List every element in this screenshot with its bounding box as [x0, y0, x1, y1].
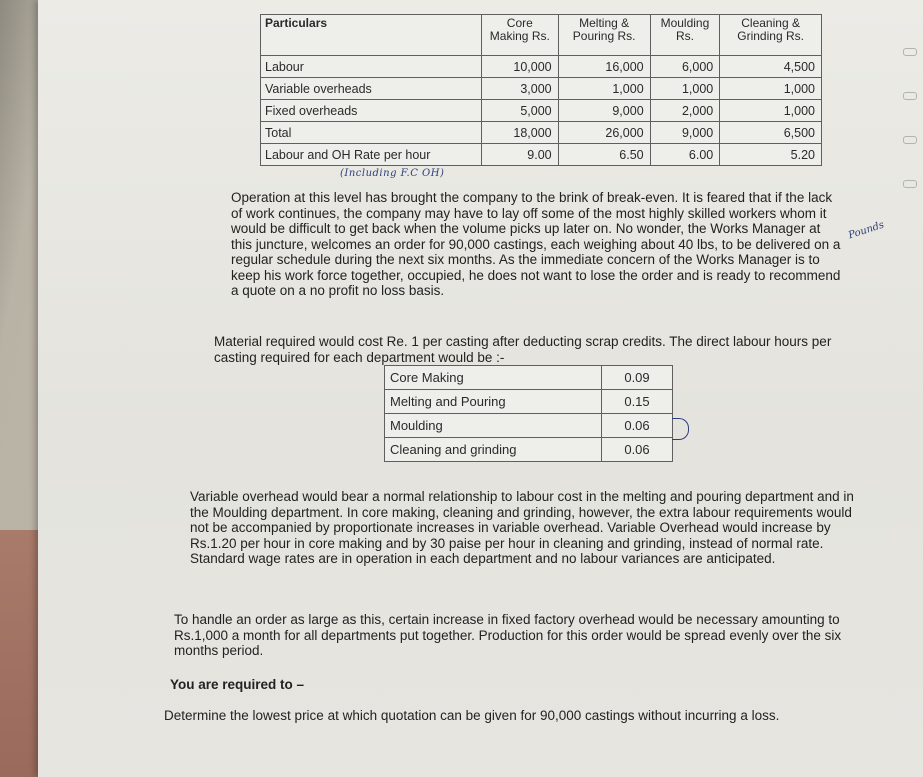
cell-value: 4,500 — [720, 56, 822, 78]
required-heading: You are required to – — [170, 677, 305, 692]
cell-value: 6.00 — [650, 144, 720, 166]
header-cleaning-grinding: Cleaning & Grinding Rs. — [720, 15, 822, 56]
cell-value: 1,000 — [720, 78, 822, 100]
cell-value: 9,000 — [650, 122, 720, 144]
table-row — [385, 390, 673, 414]
requirement-text: Determine the lowest price at which quotation can be given for 90,000 castings without incurring a loss. — [164, 708, 780, 723]
cell-value: 3,000 — [482, 78, 559, 100]
paragraph-material: Material required would cost Re. 1 per casting after deducting scrap credits. The direct labour hours per casting required for each department would be :- — [214, 334, 832, 365]
table-row — [261, 122, 822, 144]
row-label: Variable overheads — [261, 78, 482, 100]
row-label: Fixed overheads — [261, 100, 482, 122]
dept-name: Melting and Pouring — [385, 390, 602, 414]
cell-value: 1,000 — [650, 78, 720, 100]
handwritten-note: (Including F.C OH) — [340, 168, 445, 179]
cell-value: 5,000 — [482, 100, 559, 122]
dept-hours: 0.06 — [602, 414, 673, 438]
punch-hole-mark — [903, 180, 917, 188]
table-row — [261, 56, 822, 78]
dept-hours: 0.15 — [602, 390, 673, 414]
cell-value: 1,000 — [558, 78, 650, 100]
paragraph-variable-overhead: Variable overhead would bear a normal relationship to labour cost in the melting and pouring department and in the Moulding department. In core making, cleaning and grinding, however, the extra labour requirements would not be accompanied by proportionate increases in variable overhead. Variable Overhead would increase by Rs.1.20 per hour in core making and by 30 paise per hour in cleaning and grinding, instead of normal rate. Standard wage rates are in operation in each department and no labour variances are anticipated. — [190, 489, 854, 566]
table-row — [385, 366, 673, 390]
dept-name: Core Making — [385, 366, 602, 390]
dept-hours: 0.06 — [602, 438, 673, 462]
header-core-making: Core Making Rs. — [482, 15, 559, 56]
handwritten-margin-note: Pounds — [847, 219, 886, 242]
paragraph-fixed-overhead: To handle an order as large as this, certain increase in fixed factory overhead would be necessary amounting to Rs.1,000 a month for all departments put together. Production for this order would be spread evenly over the six months period. — [174, 612, 842, 658]
table-row — [385, 438, 673, 462]
cell-value: 1,000 — [720, 100, 822, 122]
cell-value: 9,000 — [558, 100, 650, 122]
table-row — [261, 100, 822, 122]
header-particulars: Particulars — [261, 15, 482, 56]
cell-value: 9.00 — [482, 144, 559, 166]
cell-value: 2,000 — [650, 100, 720, 122]
row-label: Total — [261, 122, 482, 144]
handwritten-brace-mark — [672, 418, 689, 440]
cell-value: 6,000 — [650, 56, 720, 78]
cell-value: 26,000 — [558, 122, 650, 144]
punch-hole-mark — [903, 136, 917, 144]
row-label: Labour and OH Rate per hour — [261, 144, 482, 166]
dept-name: Moulding — [385, 414, 602, 438]
cell-value: 6,500 — [720, 122, 822, 144]
paragraph-context: Operation at this level has brought the company to the brink of break-even. It is feared that if the lack of work continues, the company may have to lay off some of the most highly skilled workers whom it would be difficult to get back when the volume picks up later on. No wonder, the Works Manager at this juncture, welcomes an order for 90,000 castings, each weighing about 40 lbs, to be delivered on a regular schedule during the next six months. As the immediate concern of the Works Manager is to keep his work force together, occupied, he does not want to lose the order and is ready to recommend a quote on a no profit no loss basis. — [231, 190, 841, 298]
table-row — [261, 78, 822, 100]
dept-hours: 0.09 — [602, 366, 673, 390]
cell-value: 10,000 — [482, 56, 559, 78]
cell-value: 18,000 — [482, 122, 559, 144]
labour-hours-table — [384, 365, 673, 462]
table-header-row — [261, 15, 822, 56]
table-row — [385, 414, 673, 438]
cell-value: 6.50 — [558, 144, 650, 166]
punch-hole-mark — [903, 92, 917, 100]
cell-value: 5.20 — [720, 144, 822, 166]
document-page — [38, 0, 923, 777]
header-moulding: Moulding Rs. — [650, 15, 720, 56]
table-row — [261, 144, 822, 166]
overhead-cost-table — [260, 14, 822, 166]
cell-value: 16,000 — [558, 56, 650, 78]
header-melting-pouring: Melting & Pouring Rs. — [558, 15, 650, 56]
dept-name: Cleaning and grinding — [385, 438, 602, 462]
punch-hole-mark — [903, 48, 917, 56]
row-label: Labour — [261, 56, 482, 78]
